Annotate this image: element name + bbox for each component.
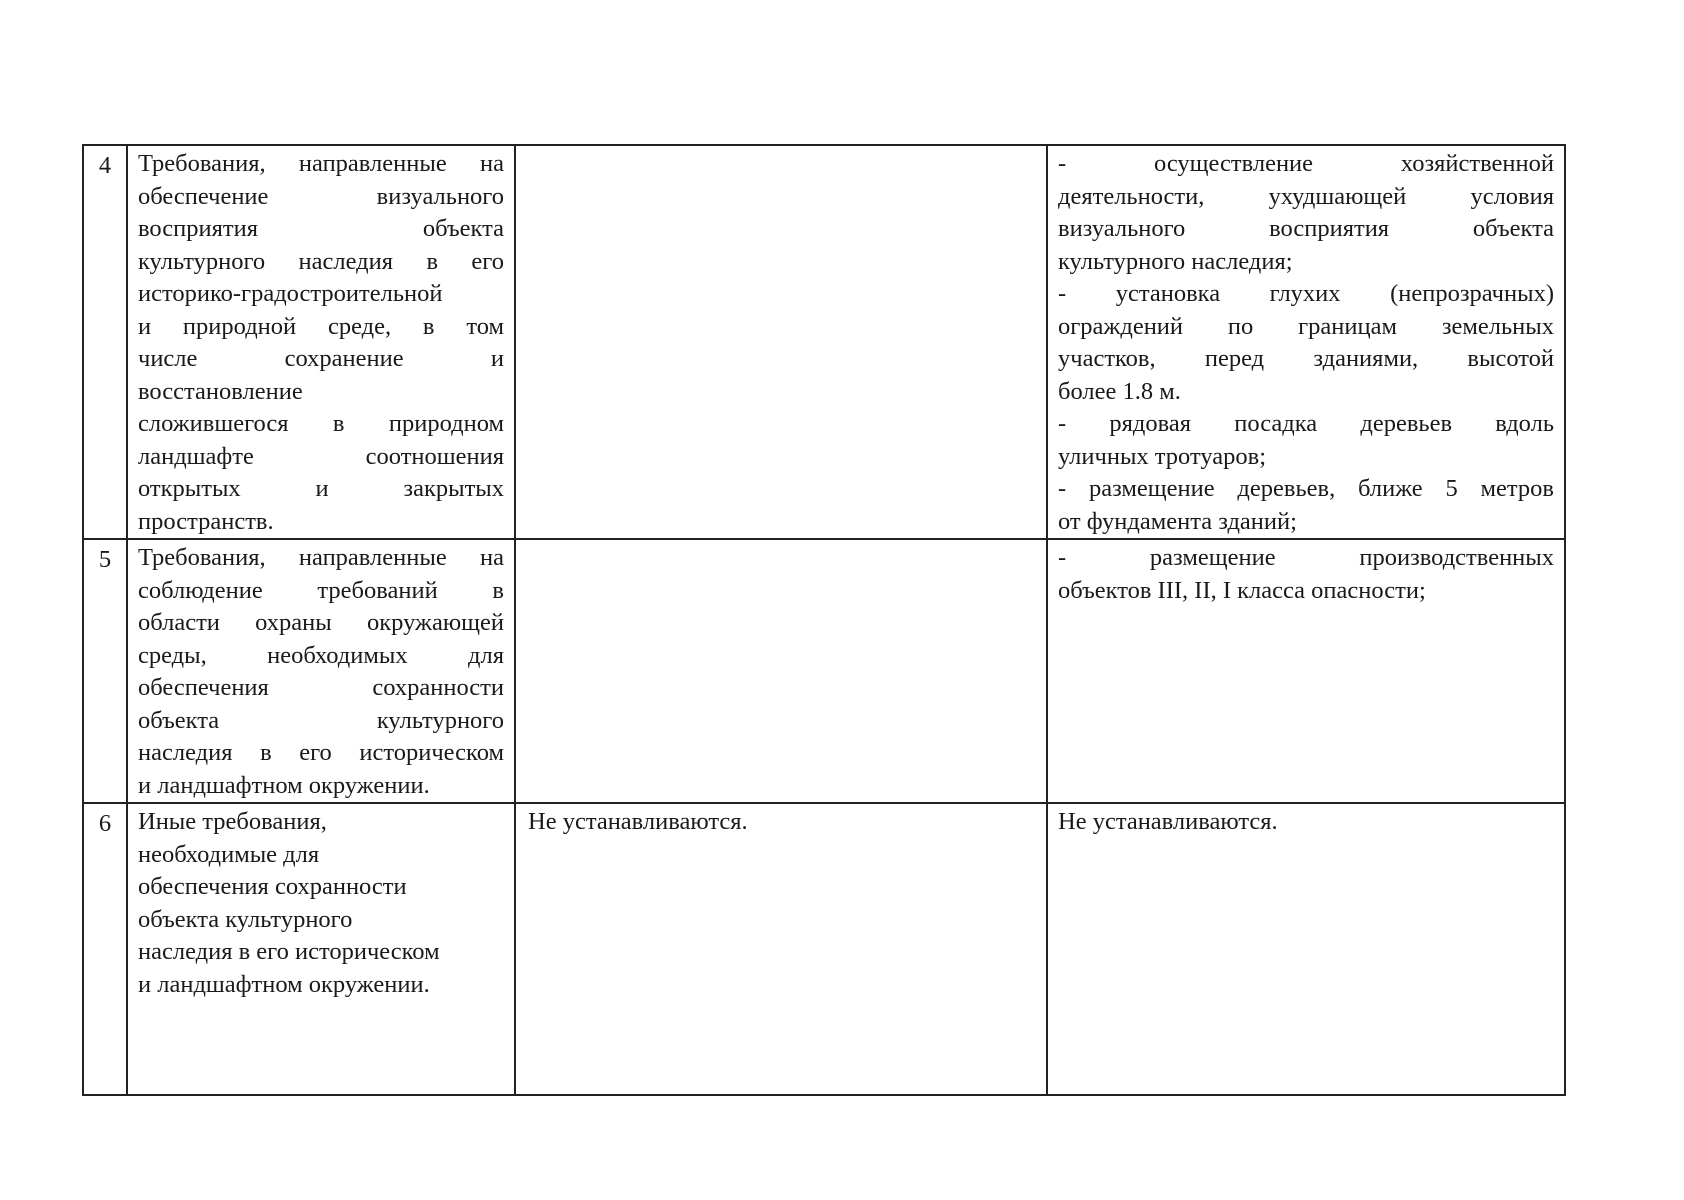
text-line: пространств. [138, 507, 274, 535]
text-line: среды, необходимых для [138, 641, 504, 669]
row-number: 6 [83, 803, 127, 1095]
restriction-cell [1047, 803, 1565, 1095]
text-line: более 1.8 м. [1058, 377, 1181, 405]
text-line: - размещение производственных [1058, 544, 1554, 571]
text-line: области охраны окружающей [138, 609, 504, 636]
text-line: обеспечения сохранности [138, 674, 504, 701]
text-line: историко-градостроительной [138, 280, 443, 307]
text-line: - рядовая посадка деревьев вдоль [1058, 410, 1554, 437]
text-line: объекта культурного [138, 706, 504, 734]
text-line: наследия в его историческом [138, 938, 440, 965]
row-number: 4 [83, 145, 127, 539]
text-line: - установка глухих (непрозрачных) [1058, 280, 1554, 307]
text-line: ограждений по границам земельных [1058, 312, 1554, 340]
text-line: и ландшафтном окружении. [138, 771, 430, 799]
value-cell [515, 539, 1047, 803]
requirements-table [82, 144, 1566, 1096]
text-line: - осуществление хозяйственной [1058, 150, 1554, 177]
text-line: необходимые для [138, 840, 320, 868]
table-row [83, 145, 1565, 539]
text-line: наследия в его историческом [138, 739, 504, 766]
text-line: Требования, направленные на [138, 150, 504, 177]
text-line: сложившегося в природном [138, 410, 504, 437]
requirement-cell [127, 539, 515, 803]
requirement-cell [127, 145, 515, 539]
table-row [83, 803, 1565, 1095]
text-line: участков, перед зданиями, высотой [1058, 345, 1554, 372]
table-row [83, 539, 1565, 803]
text-line: Требования, направленные на [138, 544, 504, 571]
restriction-cell [1047, 539, 1565, 803]
text-line: и природной среде, в том [138, 312, 504, 340]
text-line: открытых и закрытых [138, 475, 504, 502]
text-line: объекта культурного [138, 905, 353, 933]
text-line: Не устанавливаются. [1058, 808, 1278, 835]
text-line: объектов III, II, I класса опасности; [1058, 576, 1426, 604]
text-line: культурного наследия в его [138, 247, 504, 275]
text-line: восприятия объекта [138, 215, 504, 242]
text-line: визуального восприятия объекта [1058, 215, 1554, 242]
text-line: соблюдение требований в [138, 576, 504, 604]
requirement-cell [127, 803, 515, 1095]
text-line: обеспечение визуального [138, 182, 504, 210]
row-number: 5 [83, 539, 127, 803]
text-line: уличных тротуаров; [1058, 442, 1267, 470]
restriction-cell [1047, 145, 1565, 539]
text-line: обеспечения сохранности [138, 873, 407, 900]
text-line: деятельности, ухудшающей условия [1058, 182, 1554, 210]
text-line: культурного наследия; [1058, 247, 1293, 275]
text-line: - размещение деревьев, ближе 5 метров [1058, 475, 1554, 502]
text-line: и ландшафтном окружении. [138, 970, 430, 998]
text-line: Иные требования, [138, 808, 327, 835]
value-cell: Не устанавливаются. [515, 803, 1047, 1095]
text-line: числе сохранение и [138, 345, 504, 372]
value-cell [515, 145, 1047, 539]
text-line: восстановление [138, 377, 303, 405]
text-line: от фундамента зданий; [1058, 507, 1297, 535]
text-line: ландшафте соотношения [138, 442, 504, 470]
